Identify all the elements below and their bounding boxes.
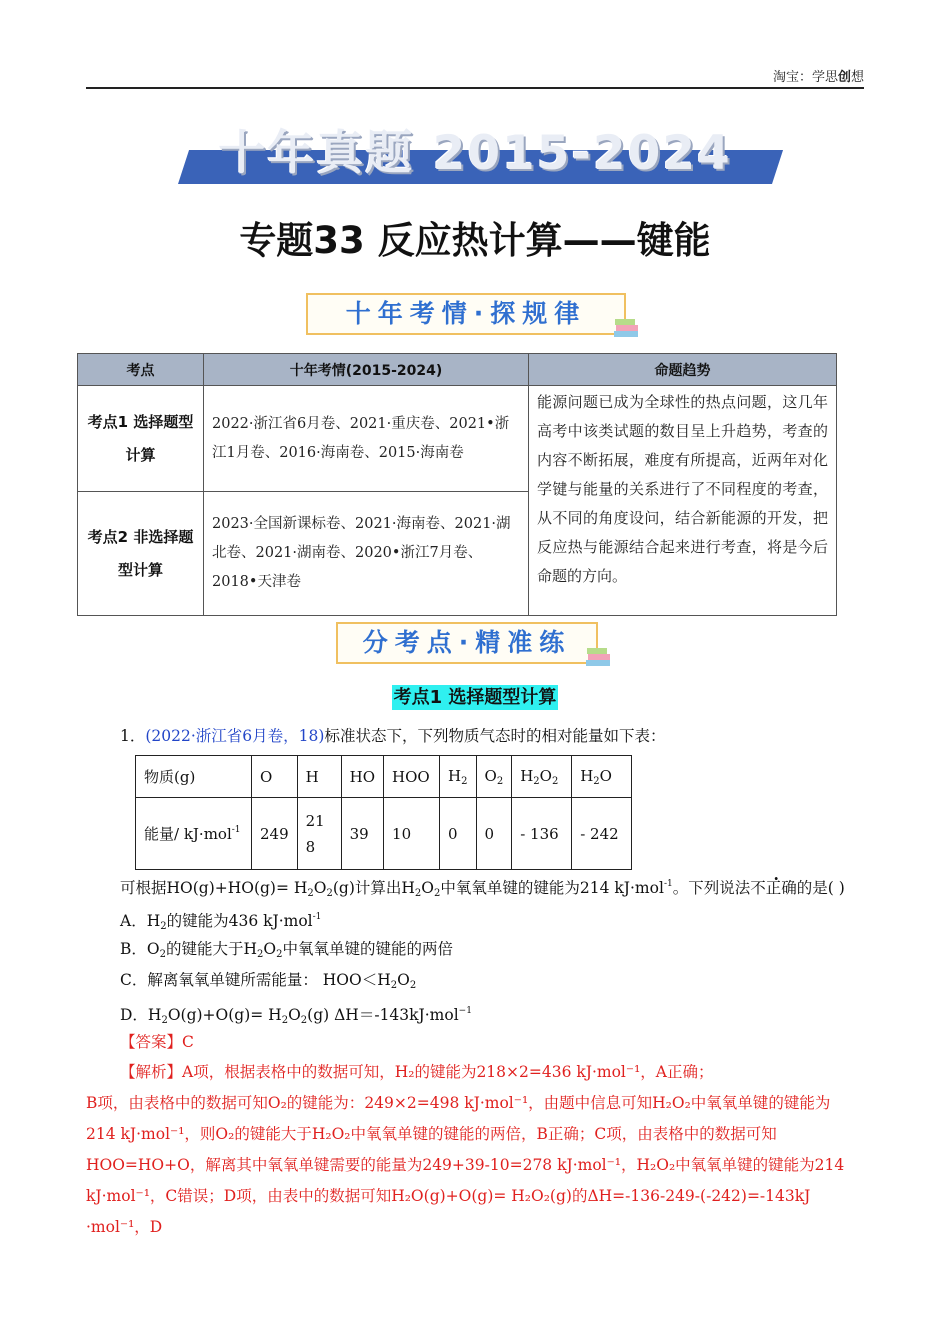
option-c: C．解离氧氧单键所需能量： $HOO<H_2O_2$ [120, 971, 417, 991]
books-icon [584, 646, 614, 668]
analysis-line-4: HOO=HO+O，解离其中氧氧单键需要的能量为249+39-10=278 kJ·mol⁻¹，H₂O₂中氧氧单键的键能为214 [86, 1156, 845, 1174]
years-1: 2022·浙江省6月卷、2021·重庆卷、2021•浙江1月卷、2016·海南卷、2015·海南卷 [204, 386, 529, 492]
analysis-line-2: B项，由表格中的数据可知O₂的键能为：249×2=498 kJ·mol⁻¹，由题中信息可知H₂O₂中氧氧单键的键能为 [86, 1094, 831, 1112]
species-ho: HO [341, 756, 383, 798]
question-source: (2022·浙江省6月卷，18) [145, 727, 325, 745]
species-h2o2: $H_2O_2$ [512, 756, 572, 798]
header-kaodian: 考点 [78, 354, 204, 386]
energy-table [135, 755, 632, 870]
page-title: 专题33 反应热计算——键能 [239, 219, 711, 262]
banner [178, 120, 772, 186]
section-heading [0, 683, 950, 709]
header-tag-strong: 创 [837, 70, 851, 85]
question-number: 1． [120, 727, 146, 745]
question-1-stem [120, 726, 665, 746]
banner-text: 十年真题 2015-2024 [218, 126, 732, 181]
header-tag-prefix: 淘宝：学思 [772, 70, 838, 85]
tag-trend-box [306, 293, 626, 335]
species-hoo: HOO [384, 756, 440, 798]
option-b: B．$O_2$的键能大于$H_2O_2$中氧氧单键的键能的两倍 [120, 940, 453, 960]
header-years: 十年考情(2015-2024) [204, 354, 529, 386]
analysis-line-3: 214 kJ·mol⁻¹，则O₂的键能大于H₂O₂中氧氧单键的键能的两倍，B正确；C项，由表格中的数据可知 [86, 1125, 777, 1143]
energy-ho: 39 [341, 798, 383, 870]
species-o: O [252, 756, 298, 798]
energy-h2: 0 [440, 798, 476, 870]
emphasis-not-correct: 不正确 [750, 879, 797, 897]
question-1-condition: 可根据$HO(g)+HO(g)= H_2O_2(g)$计算出$H_2O_2$中氧氧单键的键能为214 kJ·mol$^{-1}$。下列说法不正确的是( ) [120, 879, 845, 899]
header-tag-suffix: 想 [850, 70, 864, 85]
energy-o2: 0 [476, 798, 512, 870]
analysis [86, 1057, 866, 1243]
species-o2: $O_2$ [476, 756, 512, 798]
header-trend: 命题趋势 [529, 354, 837, 386]
energy-hoo: 10 [384, 798, 440, 870]
question-stem: 标准状态下，下列物质气态时的相对能量如下表： [324, 727, 666, 745]
species-h: H [297, 756, 341, 798]
energy-h: 218 [297, 798, 341, 870]
option-a: A．$H_2$的键能为436 kJ·mol$^{-1}$ [120, 912, 322, 932]
species-h2: $H_2$ [440, 756, 476, 798]
section-heading-text: 考点1 选择题型计算 [393, 687, 557, 708]
kp-2: 考点2 非选择题型计算 [78, 492, 204, 616]
kp-1: 考点1 选择题型计算 [78, 386, 204, 492]
energy-h2o2: - 136 [512, 798, 572, 870]
tag-trend-label: 十年考情·探规律 [345, 299, 587, 328]
energy-table-label: 物质(g) [136, 756, 252, 798]
energy-h2o: - 242 [572, 798, 632, 870]
answer: 【答案】C [120, 1033, 194, 1051]
tag-practice-box [336, 622, 598, 664]
analysis-line-5: kJ·mol⁻¹，C错误；D项，由表中的数据可知H₂O(g)+O(g)= H₂O₂(g)的ΔH=-136-249-(-242)=-143kJ ·mol⁻¹，D [86, 1187, 811, 1236]
header-source-tag [773, 66, 864, 85]
trend-text: 能源问题已成为全球性的热点问题，这几年高考中该类试题的数目呈上升趋势，考查的内容不断拓展，难度有所提高，近两年对化学键与能量的关系进行了不同程度的考查，从不同的角度设问，结合新能源的开发，把反应热与能源结合起来进行考查，将是今后命题的方向。 [529, 386, 837, 616]
header-rule [86, 87, 864, 89]
books-icon [612, 317, 642, 339]
energy-o: 249 [252, 798, 298, 870]
option-d: D．$H_2O(g)+O(g)= H_2O_2(g)$ ΔH＝-143kJ·mol$^{-1}$ [120, 1006, 472, 1026]
energy-row-label: 能量/ kJ·mol$^{-1}$ [136, 798, 252, 870]
tag-practice-label: 分考点·精准练 [362, 628, 572, 657]
analysis-line-1: 【解析】A项，根据表格中的数据可知，H₂的键能为218×2=436 kJ·mol⁻¹，A正确； [120, 1063, 714, 1081]
years-2: 2023·全国新课标卷、2021·海南卷、2021·湖北卷、2021·湖南卷、2020•浙江7月卷、2018•天津卷 [204, 492, 529, 616]
species-h2o: $H_2O$ [572, 756, 632, 798]
exam-overview-table [77, 353, 837, 616]
